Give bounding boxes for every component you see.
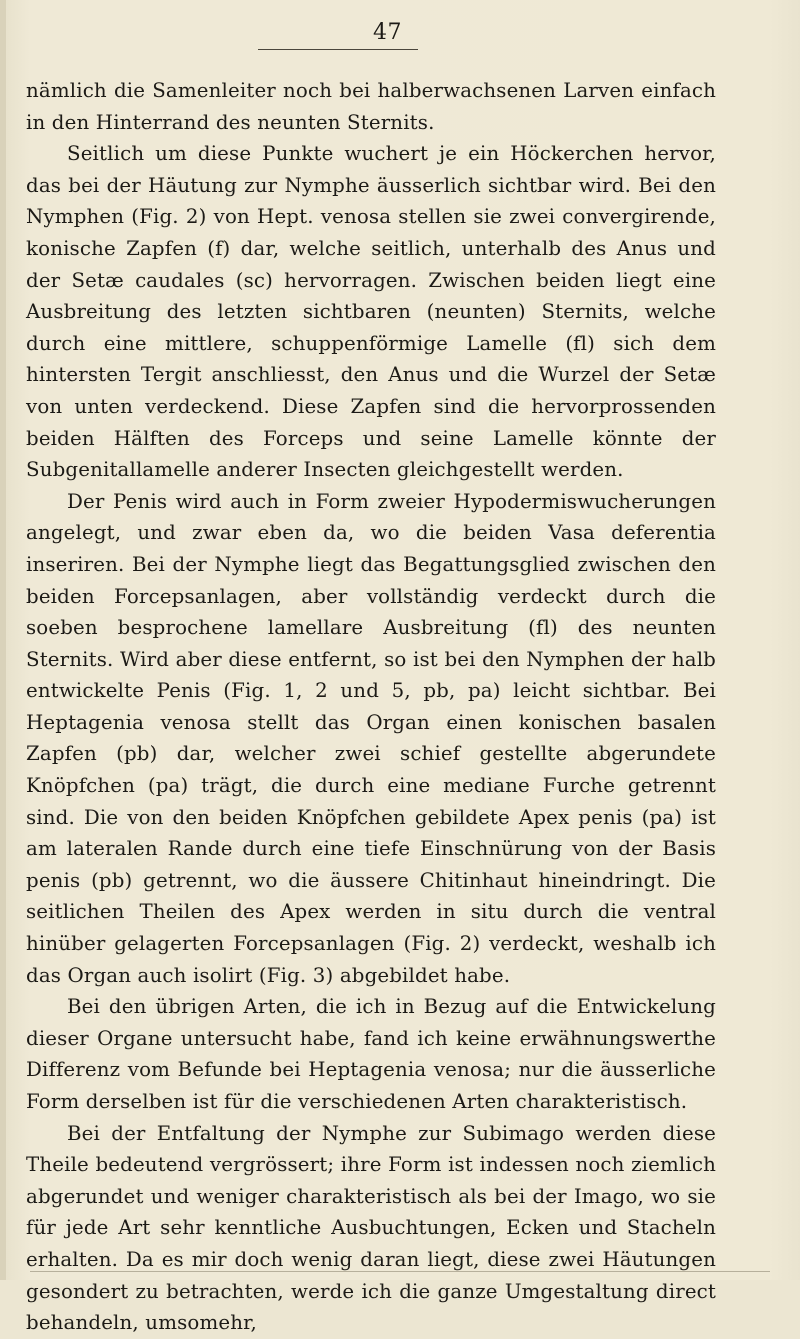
paragraph-3: Der Penis wird auch in Form zweier Hypodermiswucherungen angelegt, und zwar eben da, wo die beiden Vasa deferentia inseriren. Bei der Nymphe liegt das Begattungsglied zwischen den beiden Forcepsanlagen, aber vollständig verdeckt durch die soeben besprochene lamellare Ausbreitung (fl) des neunten Sternits. Wird aber diese entfernt, so ist bei den Nymphen der halb entwickelte Penis (Fig. 1, 2 und 5, pb, pa) leicht sichtbar. Bei Heptagenia venosa stellt das Organ einen konischen basalen Zapfen (pb) dar, welcher zwei schief gestellte abgerundete Knöpfchen (pa) trägt, die durch eine mediane Furche getrennt sind. Die von den beiden Knöpfchen gebildete Apex penis (pa) ist am lateralen Rande durch eine tiefe Einschnürung von der Basis penis (pb) getrennt, wo die äussere Chitinhaut hineindringt. Die seitlichen Theilen des Apex werden in situ durch die ventral hinüber gelagerten Forcepsanlagen (Fig. 2) verdeckt, weshalb ich das Organ auch isolirt (Fig. 3) abgebildet habe. [26, 489, 716, 987]
page-left-edge [0, 0, 6, 1280]
body-text [26, 75, 716, 1339]
paragraph-1: nämlich die Samenleiter noch bei halberwachsenen Larven einfach in den Hinterrand des neunten Sternits. [26, 79, 716, 134]
page-number: 47 [373, 20, 402, 45]
page-header [0, 20, 800, 50]
page-bottom-edge [30, 1271, 770, 1272]
paragraph-2: Seitlich um diese Punkte wuchert je ein Höckerchen hervor, das bei der Häutung zur Nymphe äusserlich sichtbar wird. Bei den Nymphen (Fig. 2) von Hept. venosa stellen sie zwei convergirende, konische Zapfen (f) dar, welche seitlich, unterhalb des Anus und der Setæ caudales (sc) hervorragen. Zwischen beiden liegt eine Ausbreitung des letzten sichtbaren (neunten) Sternits, welche durch eine mittlere, schuppenförmige Lamelle (fl) sich dem hintersten Tergit anschliesst, den Anus und die Wurzel der Setæ von unten verdeckend. Diese Zapfen sind die hervorprossenden beiden Hälften des Forceps und seine Lamelle könnte der Subgenitallamelle anderer Insecten gleichgestellt werden. [26, 142, 716, 482]
header-rule [258, 49, 418, 50]
paragraph-4: Bei den übrigen Arten, die ich in Bezug auf die Entwickelung dieser Organe untersucht habe, fand ich keine erwähnungswerthe Differenz vom Befunde bei Heptagenia venosa; nur die äusserliche Form derselben ist für die verschiedenen Arten charakteristisch. [26, 995, 716, 1113]
paragraph-5: Bei der Entfaltung der Nymphe zur Subimago werden diese Theile bedeutend vergrössert; ihre Form ist indessen noch ziemlich abgerundet und weniger charakteristisch als bei der Imago, wo sie für jede Art sehr kenntliche Ausbuchtungen, Ecken und Stacheln erhalten. Da es mir doch wenig daran liegt, diese zwei Häutungen gesondert zu betrachten, werde ich die ganze Umgestaltung direct behandeln, umsomehr, [26, 1121, 716, 1335]
